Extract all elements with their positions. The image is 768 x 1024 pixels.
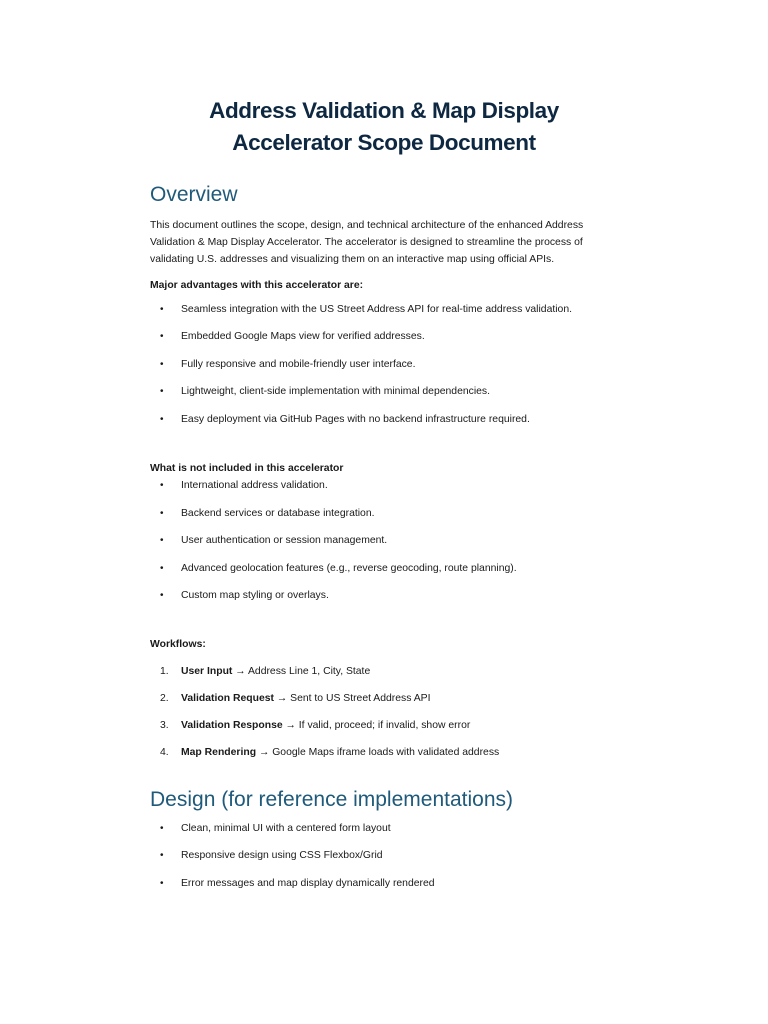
document-title-line-2: Accelerator Scope Document [232, 130, 536, 155]
not-included-text: International address validation. [181, 480, 328, 491]
step-number: 2. [160, 693, 169, 704]
overview-heading: Overview [150, 183, 238, 206]
design-text: Error messages and map display dynamically rendered [181, 878, 435, 889]
design-text: Responsive design using CSS Flexbox/Grid [181, 850, 383, 861]
document-title-line-1: Address Validation & Map Display [209, 98, 559, 123]
bullet-mark: • [160, 878, 164, 889]
design-heading: Design (for reference implementations) [150, 788, 513, 811]
design-item [160, 849, 383, 863]
advantage-text: Embedded Google Maps view for verified addresses. [181, 331, 425, 342]
step-term: Map Rendering [181, 747, 257, 758]
bullet-mark: • [160, 563, 164, 574]
step-number: 1. [160, 666, 169, 677]
advantages-label: Major advantages with this accelerator are: [150, 280, 364, 291]
bullet-mark: • [160, 850, 164, 861]
bullet-mark: • [160, 304, 164, 315]
advantage-item [160, 330, 425, 344]
advantage-item [160, 303, 572, 317]
not-included-item [160, 507, 375, 521]
bullet-mark: • [160, 535, 164, 546]
step-description: → Sent to US Street Address API [273, 693, 431, 704]
advantage-text: Easy deployment via GitHub Pages with no backend infrastructure required. [181, 414, 530, 425]
bullet-mark: • [160, 386, 164, 397]
not-included-text: User authentication or session management. [181, 535, 388, 546]
not-included-item [160, 589, 329, 603]
not-included-item [160, 479, 328, 493]
workflow-step [160, 665, 370, 679]
advantage-text: Seamless integration with the US Street Address API for real-time address validation. [181, 304, 572, 315]
overview-paragraph: This document outlines the scope, design, and technical architecture of the enhanced Address Validation & Map Display Accelerator. The accelerator is designed to streamline the process of validating U.S. addresses and visualizing them on an interactive map using official APIs. [150, 220, 584, 265]
design-item [160, 877, 435, 891]
design-text: Clean, minimal UI with a centered form layout [181, 823, 391, 834]
workflow-step [160, 692, 430, 706]
advantage-item [160, 358, 415, 372]
step-number: 4. [160, 747, 169, 758]
advantage-text: Lightweight, client-side implementation with minimal dependencies. [181, 386, 490, 397]
advantage-text: Fully responsive and mobile-friendly user interface. [181, 359, 416, 370]
not-included-item [160, 534, 387, 548]
document-title [0, 95, 768, 159]
workflows-label: Workflows: [150, 639, 206, 650]
bullet-mark: • [160, 359, 164, 370]
bullet-mark: • [160, 331, 164, 342]
step-term: Validation Response [181, 720, 283, 731]
step-description: → Address Line 1, City, State [232, 666, 371, 677]
bullet-mark: • [160, 414, 164, 425]
bullet-mark: • [160, 508, 164, 519]
step-number: 3. [160, 720, 169, 731]
bullet-mark: • [160, 590, 164, 601]
step-term: User Input [181, 666, 233, 677]
bullet-mark: • [160, 480, 164, 491]
not-included-text: Advanced geolocation features (e.g., reverse geocoding, route planning). [181, 563, 517, 574]
not-included-item [160, 562, 517, 576]
workflow-step [160, 719, 470, 733]
not-included-label: What is not included in this accelerator [150, 463, 344, 474]
advantage-item [160, 385, 490, 399]
bullet-mark: • [160, 823, 164, 834]
not-included-text: Custom map styling or overlays. [181, 590, 329, 601]
design-item [160, 822, 391, 836]
advantage-item [160, 413, 530, 427]
step-description: → If valid, proceed; if invalid, show error [282, 720, 471, 731]
step-description: → Google Maps iframe loads with validated address [256, 747, 500, 758]
not-included-text: Backend services or database integration. [181, 508, 375, 519]
step-term: Validation Request [181, 693, 274, 704]
workflow-step [160, 746, 499, 760]
